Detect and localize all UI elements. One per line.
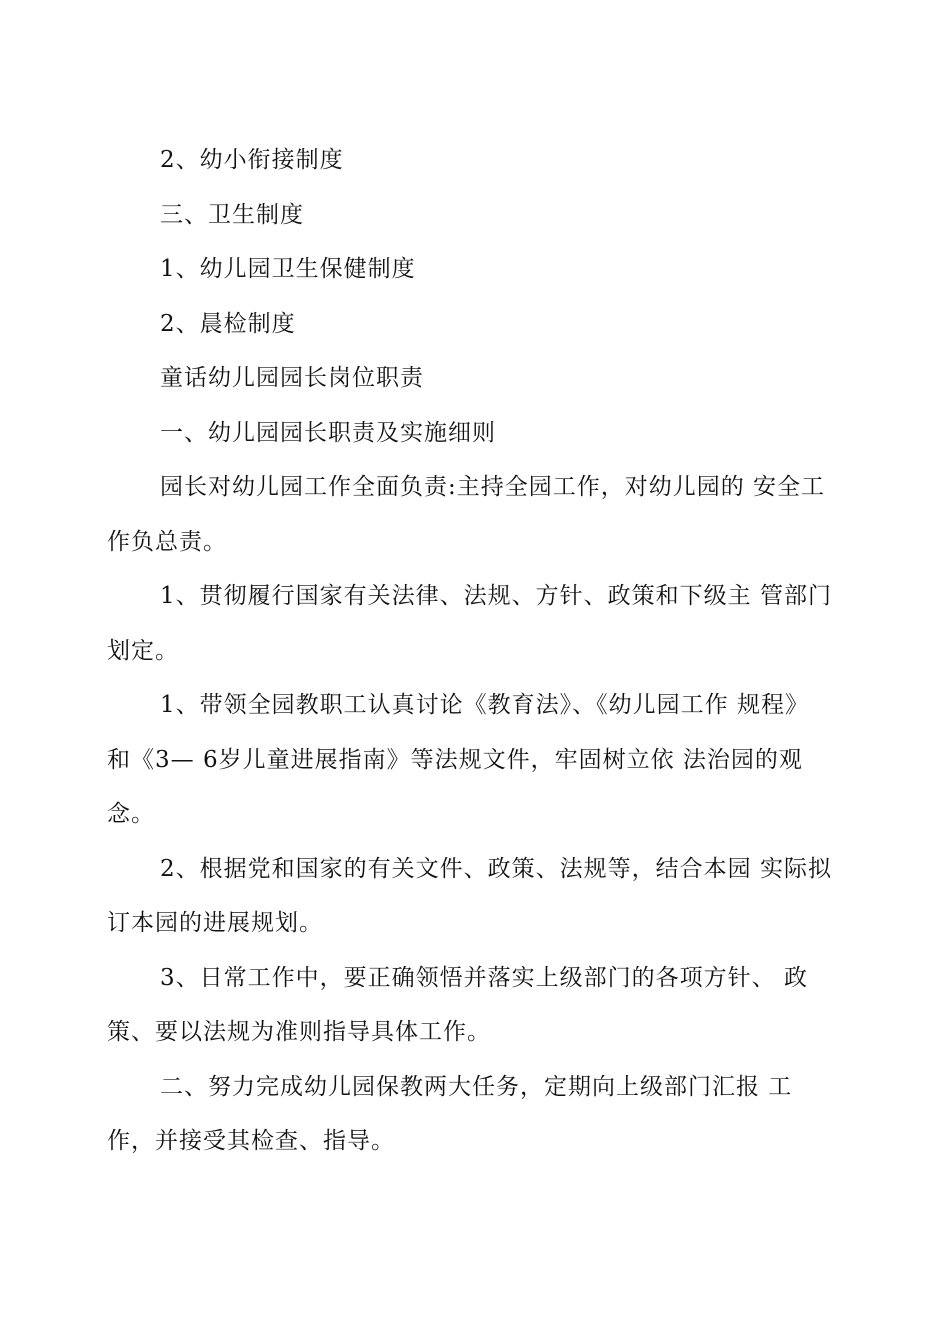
paragraph-line: 2、根据党和国家的有关文件、政策、法规等，结合本园 实际拟 — [160, 855, 832, 882]
heading-line: 1、幼儿园卫生保健制度 — [160, 256, 416, 282]
paragraph-line: 1、贯彻履行国家有关法律、法规、方针、政策和下级主 管部门 — [160, 583, 832, 609]
heading-line: 2、幼小衔接制度 — [160, 147, 344, 173]
paragraph — [107, 842, 863, 951]
paragraph-line: 划定。 — [107, 637, 179, 664]
heading-line: 2、晨检制度 — [160, 310, 296, 337]
document-body — [107, 133, 863, 1169]
paragraph-line: 策、要以法规为准则指导具体工作。 — [107, 1019, 491, 1045]
section-heading: 三、卫生制度 — [160, 201, 304, 228]
paragraph — [107, 678, 863, 842]
paragraph-line: 作负总责。 — [107, 528, 227, 555]
paragraph — [107, 460, 863, 569]
paragraph — [107, 1060, 863, 1169]
paragraph — [107, 951, 863, 1060]
paragraph-line: 二、努力完成幼儿园保教两大任务，定期向上级部门汇报 工 — [160, 1073, 793, 1100]
section-heading: 一、幼儿园园长职责及实施细则 — [160, 419, 496, 446]
paragraph-line: 念。 — [107, 801, 155, 827]
paragraph-line: 3、日常工作中，要正确领悟并落实上级部门的各项方针、 政 — [160, 964, 808, 991]
paragraph-line: 1、带领全园教职工认真讨论《教育法》、《幼儿园工作 规程》 — [160, 692, 809, 718]
paragraph — [107, 569, 863, 678]
paragraph-line: 和《3— 6岁儿童进展指南》等法规文件，牢固树立依 法治园的观 — [107, 746, 803, 773]
paragraph-line: 园长对幼儿园工作全面负责:主持全园工作，对幼儿园的 安全工 — [160, 474, 826, 500]
document-title: 童话幼儿园园长岗位职责 — [160, 365, 424, 391]
paragraph-line: 作，并接受其检查、指导。 — [107, 1128, 395, 1154]
paragraph-line: 订本园的进展规划。 — [107, 910, 323, 936]
